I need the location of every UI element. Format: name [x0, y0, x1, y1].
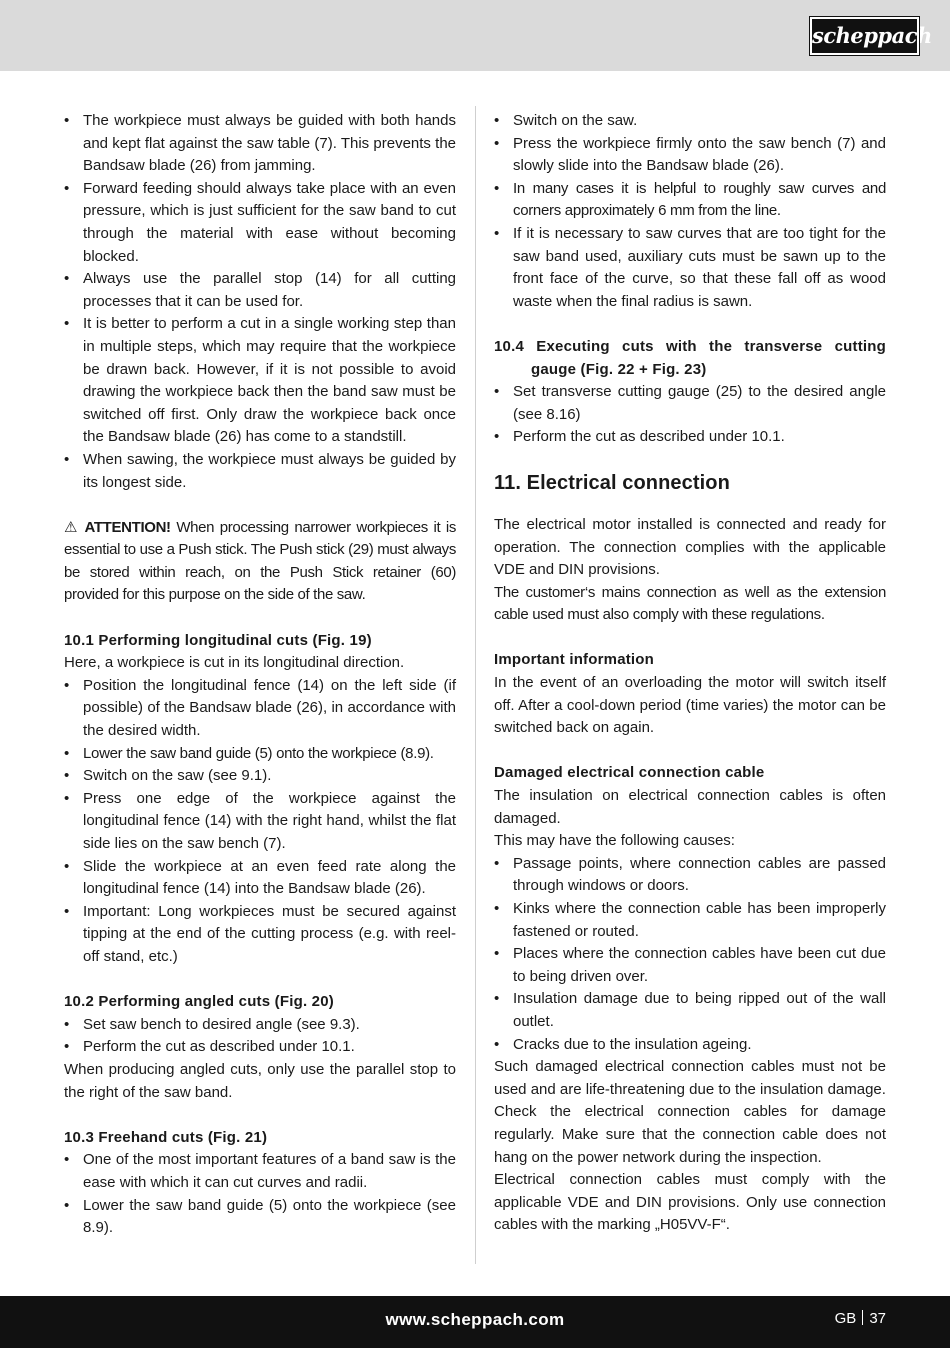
- page-separator: [862, 1310, 863, 1325]
- section-10-2-title: 10.2 Performing angled cuts (Fig. 20): [64, 993, 334, 1011]
- list-item: • Cracks due to the insulation ageing.: [494, 1034, 886, 1057]
- damaged-cable-p2: This may have the following causes:: [494, 832, 735, 850]
- right-column: [494, 110, 886, 1237]
- list-item: • Position the longitudinal fence (14) on the left side (if possible) of the Bandsaw blade (26), in accordance with the desired width.: [64, 675, 456, 743]
- warning-icon: ⚠: [64, 518, 79, 536]
- section-10-3-title: 10.3 Freehand cuts (Fig. 21): [64, 1128, 268, 1146]
- list-item: • Insulation damage due to being ripped out of the wall outlet.: [494, 988, 886, 1033]
- list-item: • When sawing, the workpiece must always be guided by its longest side.: [64, 449, 456, 494]
- list-item: • The workpiece must always be guided with both hands and kept flat against the saw table (7). This prevents the Bandsaw blade (26) from jamming.: [64, 110, 456, 178]
- list-item: • Places where the connection cables have been cut due to being driven over.: [494, 943, 886, 988]
- page-number-value: 37: [869, 1310, 886, 1327]
- damaged-cable-p5: Electrical connection cables must comply with the applicable VDE and DIN provisions. Only use connection cables with the marking „H05VV-F“.: [494, 1171, 886, 1234]
- list-item: • Kinks where the connection cable has been improperly fastened or routed.: [494, 898, 886, 943]
- important-info-text: In the event of an overloading the motor will switch itself off. After a cool-down period (time varies) the motor can be switched back on again.: [494, 674, 886, 737]
- language-code: GB: [834, 1310, 857, 1327]
- list-item: • Switch on the saw.: [494, 110, 886, 133]
- section-10-1-intro: Here, a workpiece is cut in its longitudinal direction.: [64, 654, 405, 672]
- attention-label: ATTENTION!: [84, 518, 171, 536]
- list-item: • It is better to perform a cut in a single working step than in multiple steps, which may require that the workpiece be drawn back. However, if it is not possible to avoid drawing the workpiece back then the band saw must be switched off first. Only draw the workpiece back once the Bandsaw blade (26) has come to a standstill.: [64, 313, 456, 449]
- left-column: [64, 110, 456, 1240]
- section-10-1-title: 10.1 Performing longitudinal cuts (Fig. 19): [64, 631, 372, 649]
- list-item: • Press one edge of the workpiece against the longitudinal fence (14) with the right hand, whilst the flat side lies on the saw bench (7).: [64, 788, 456, 856]
- list-item: • Important: Long workpieces must be secured against tipping at the end of the cutting process (e.g. with reel-off stand, etc.): [64, 901, 456, 969]
- section-11-heading: 11. Electrical connection: [494, 471, 730, 494]
- list-item: • Lower the saw band guide (5) onto the workpiece (8.9).: [64, 743, 456, 766]
- column-divider: [475, 106, 476, 1264]
- important-info-title: Important information: [494, 651, 655, 669]
- damaged-cable-p4: Check the electrical connection cables for damage regularly. Make sure that the connection cable does not hang on the power network during the inspection.: [494, 1103, 886, 1166]
- list-item: • Press the workpiece firmly onto the saw bench (7) and slowly slide into the Bandsaw blade (26).: [494, 133, 886, 178]
- list-item: • If it is necessary to saw curves that are too tight for the saw band used, auxiliary cuts must be sawn up to the front face of the curve, so that these fall off as wood waste when the final radius is sawn.: [494, 223, 886, 313]
- damaged-cable-title: Damaged electrical connection cable: [494, 764, 765, 782]
- section-11-paragraph-1: The electrical motor installed is connected and ready for operation. The connection complies with the applicable VDE and DIN provisions.: [494, 515, 886, 579]
- section-10-4-title: 10.4 Executing cuts with the transverse cutting gauge (Fig. 22 + Fig. 23): [494, 337, 886, 378]
- damaged-cable-p3: Such damaged electrical connection cables must not be used and are life-threatening due to the insulation damage.: [494, 1058, 886, 1098]
- intro-bullet-list: [64, 110, 456, 494]
- damaged-cable-causes: [494, 853, 886, 1056]
- attention-text: When processing narrower workpieces it is essential to use a Push stick. The Push stick (29) must always be stored within reach, on the Push Stick retainer (60) provided for this purpose on the side of the saw.: [64, 518, 456, 604]
- section-10-2-note: When producing angled cuts, only use the parallel stop to the right of the saw band.: [64, 1060, 456, 1101]
- section-11-paragraph-2: The customer‘s mains connection as well as the extension cable used must also comply with these regulations.: [494, 583, 886, 624]
- scheppach-logo: scheppach: [810, 17, 919, 55]
- section-10-1-list: [64, 675, 456, 969]
- section-10-3-list: [64, 1149, 456, 1239]
- page-footer: [0, 1296, 950, 1348]
- section-10-2-list: [64, 1014, 456, 1059]
- list-item: • Always use the parallel stop (14) for all cutting processes that it can be used for.: [64, 268, 456, 313]
- list-item: • Perform the cut as described under 10.1.: [494, 426, 886, 449]
- section-10-4-list: [494, 381, 886, 449]
- list-item: • Slide the workpiece at an even feed rate along the longitudinal fence (14) into the Bandsaw blade (26).: [64, 856, 456, 901]
- damaged-cable-p1: The insulation on electrical connection cables is often damaged.: [494, 787, 886, 827]
- list-item: • Passage points, where connection cables are passed through windows or doors.: [494, 853, 886, 898]
- list-item: • Perform the cut as described under 10.1.: [64, 1036, 456, 1059]
- attention-notice: [64, 517, 456, 607]
- page-number: [835, 1310, 886, 1327]
- page-header: [0, 0, 950, 71]
- list-item: • Set saw bench to desired angle (see 9.3).: [64, 1014, 456, 1037]
- website-url: www.scheppach.com: [385, 1310, 565, 1329]
- list-item: • In many cases it is helpful to roughly saw curves and corners approximately 6 mm from the line.: [494, 178, 886, 223]
- list-item: • Set transverse cutting gauge (25) to the desired angle (see 8.16): [494, 381, 886, 426]
- list-item: • Forward feeding should always take place with an even pressure, which is just sufficient for the saw band to cut through the material with ease without becoming blocked.: [64, 178, 456, 268]
- freehand-continued-list: [494, 110, 886, 313]
- list-item: • One of the most important features of a band saw is the ease with which it can cut curves and radii.: [64, 1149, 456, 1194]
- list-item: • Switch on the saw (see 9.1).: [64, 765, 456, 788]
- list-item: • Lower the saw band guide (5) onto the workpiece (see 8.9).: [64, 1195, 456, 1240]
